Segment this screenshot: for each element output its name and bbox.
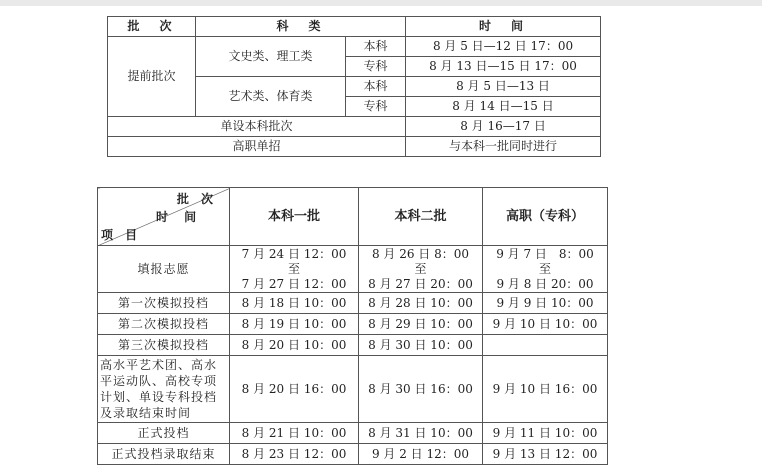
time-value: 8 月 30 日 16：00	[359, 356, 483, 423]
range-to: 至	[414, 261, 427, 276]
range-start: 7 月 24 日 12：00	[241, 246, 347, 261]
column-header-benke-2: 本科二批	[359, 188, 483, 246]
time-value: 9 月 10 日 16：00	[483, 356, 608, 423]
time-value: 9 月 9 日 10：00	[483, 293, 608, 314]
level-label: 本科	[346, 37, 406, 57]
table1-header-time: 时 间	[406, 17, 601, 37]
danshe-batch-label: 单设本科批次	[108, 117, 406, 137]
time-value: 8 月 18 日 10：00	[230, 293, 359, 314]
range-end: 7 月 27 日 12：00	[241, 276, 347, 291]
row-label: 第一次模拟投档	[98, 293, 230, 314]
row-label: 第三次模拟投档	[98, 335, 230, 356]
row-label: 正式投档	[98, 423, 230, 444]
filing-and-admission-timeline-table	[97, 187, 608, 465]
table-row	[108, 117, 601, 137]
time-value: 8 月 20 日 10：00	[230, 335, 359, 356]
time-value: 9 月 2 日 12：00	[359, 444, 483, 465]
table-row	[98, 444, 608, 465]
range-to: 至	[287, 261, 300, 276]
level-label: 专科	[346, 57, 406, 77]
time-value: 8 月 13 日—15 日 17：00	[406, 57, 601, 77]
time-value: 9 月 11 日 10：00	[483, 423, 608, 444]
table-row	[98, 246, 608, 293]
range-start: 8 月 26 日 8：00	[371, 246, 470, 261]
time-value: 8 月 20 日 16：00	[230, 356, 359, 423]
gaozhi-batch-label: 高职单招	[108, 137, 406, 157]
table-row	[98, 293, 608, 314]
table-row	[98, 423, 608, 444]
time-value: 8 月 28 日 10：00	[359, 293, 483, 314]
range-end: 9 月 8 日 20：00	[496, 276, 594, 291]
table-row	[98, 314, 608, 335]
corner-batch-label: 批 次	[176, 192, 217, 206]
time-value: 8 月 21 日 10：00	[230, 423, 359, 444]
time-value: 8 月 29 日 10：00	[359, 314, 483, 335]
top-edge-bar	[0, 0, 762, 6]
column-header-gaozhi: 高职（专科）	[483, 188, 608, 246]
diagonal-header-cell	[98, 188, 230, 246]
table2-header-row	[98, 188, 608, 246]
time-value: 8 月 5 日—13 日	[406, 77, 601, 97]
tiqian-batch-label: 提前批次	[108, 37, 196, 117]
table1-header-row	[108, 17, 601, 37]
range-to: 至	[538, 261, 551, 276]
time-value: 8 月 23 日 12：00	[230, 444, 359, 465]
time-value: 8 月 16—17 日	[406, 117, 601, 137]
table1-header-category: 科 类	[196, 17, 406, 37]
time-value: 8 月 31 日 10：00	[359, 423, 483, 444]
table-row	[98, 356, 608, 423]
level-label: 本科	[346, 77, 406, 97]
time-range-cell	[230, 246, 359, 293]
time-value	[483, 335, 608, 356]
range-start: 9 月 7 日 8：00	[496, 246, 594, 261]
row-label: 正式投档录取结束	[98, 444, 230, 465]
table-row	[108, 37, 601, 57]
row-label: 高水平艺术团、高水平运动队、高校专项计划、单设专科投档及录取结束时间	[98, 356, 230, 423]
time-value: 8 月 19 日 10：00	[230, 314, 359, 335]
time-value: 9 月 13 日 12：00	[483, 444, 608, 465]
table-row	[98, 335, 608, 356]
row-label: 第二次模拟投档	[98, 314, 230, 335]
time-range-cell	[483, 246, 608, 293]
table1-header-batch: 批 次	[108, 17, 196, 37]
time-value: 8 月 5 日—12 日 17：00	[406, 37, 601, 57]
category-label: 文史类、理工类	[196, 37, 346, 77]
level-label: 专科	[346, 97, 406, 117]
row-label: 填报志愿	[98, 246, 230, 293]
admission-batch-schedule-table	[107, 16, 601, 157]
table-row	[108, 137, 601, 157]
time-value: 与本科一批同时进行	[406, 137, 601, 157]
column-header-benke-1: 本科一批	[230, 188, 359, 246]
time-value: 9 月 10 日 10：00	[483, 314, 608, 335]
range-end: 8 月 27 日 20：00	[368, 276, 473, 291]
corner-item-label: 项 目	[101, 228, 142, 242]
time-range-cell	[359, 246, 483, 293]
category-label: 艺术类、体育类	[196, 77, 346, 117]
time-value: 8 月 30 日 10：00	[359, 335, 483, 356]
time-value: 8 月 14 日—15 日	[406, 97, 601, 117]
corner-time-label: 时 间	[156, 210, 203, 224]
